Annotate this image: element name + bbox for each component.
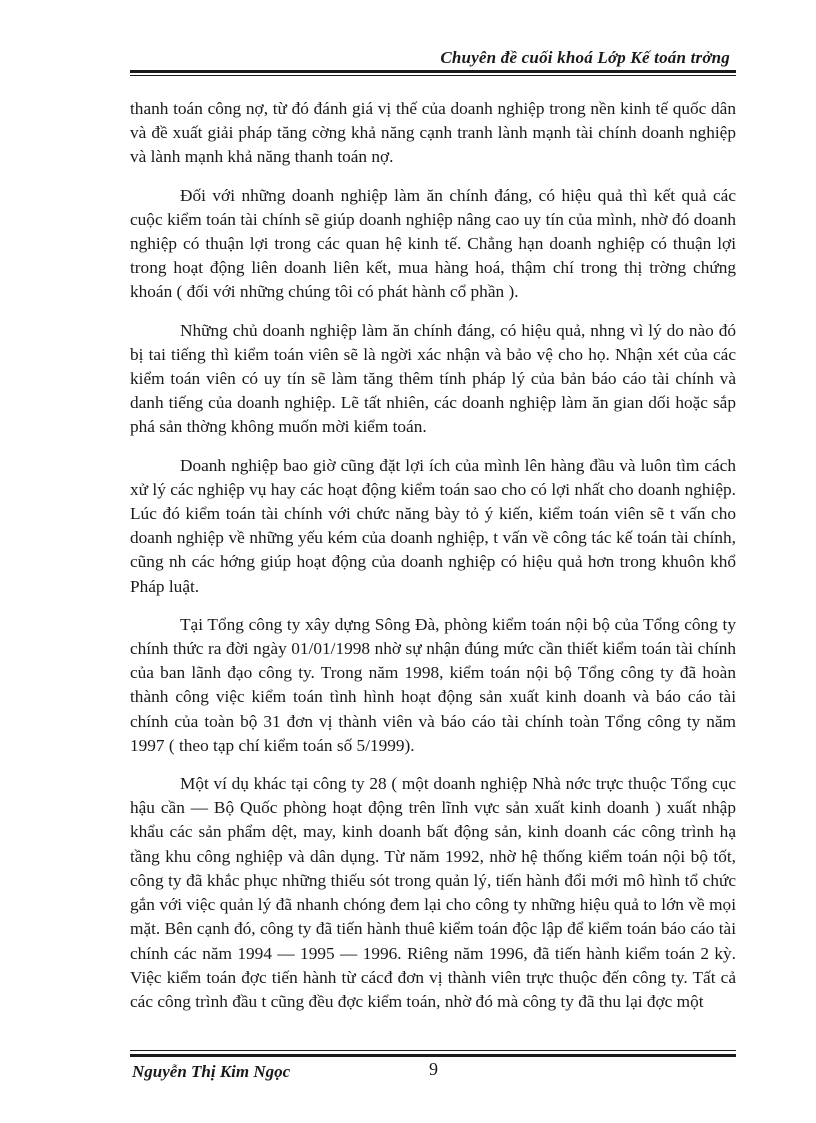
- header-rule-thin: [130, 75, 736, 76]
- page-body: [130, 97, 736, 1028]
- footer-rule-thin: [130, 1050, 736, 1051]
- footer-rule-thick: [130, 1054, 736, 1057]
- paragraph: Doanh nghiệp bao giờ cũng đặt lợi ích của mình lên hàng đầu và luôn tìm cách xử lý các nghiệp vụ hay các hoạt động kiểm toán sao cho có lợi nhất cho doanh nghiệp. Lúc đó kiểm toán tài chính với chức năng bày tỏ ý kiến, kiểm toán viên sẽ t vấn cho doanh nghiệp về những yếu kém của doanh nghiệp, t vấn về công tác kế toán tài chính, cũng nh các hớng giúp hoạt động của doanh nghiệp có hiệu quả hơn trong khuôn khổ Pháp luật.: [130, 455, 736, 596]
- page-footer: [130, 1050, 736, 1080]
- page-header: [130, 48, 736, 74]
- paragraph-continuation: thanh toán công nợ, từ đó đánh giá vị thế của doanh nghiệp trong nền kinh tế quốc dân và đề xuất giải pháp tăng cờng khả năng cạnh tranh lành mạnh tài chính doanh nghiệp và lành mạnh khả năng thanh toán nợ.: [130, 99, 736, 167]
- page-number: 9: [429, 1059, 438, 1079]
- header-title: Chuyên đề cuối khoá Lớp Kế toán trởng: [440, 48, 730, 67]
- paragraph: Đối với những doanh nghiệp làm ăn chính đáng, có hiệu quả thì kết quả các cuộc kiểm toán tài chính sẽ giúp doanh nghiệp nâng cao uy tín của mình, nhờ đó doanh nghiệp có thuận lợi trong các quan hệ kinh tế. Chẳng hạn doanh nghiệp có thuận lợi trong hoạt động liên doanh liên kết, mua hàng hoá, thậm chí trong thị trờng chứng khoán ( đối với những chúng tôi có phát hành cổ phần ).: [130, 185, 736, 302]
- paragraph: Một ví dụ khác tại công ty 28 ( một doanh nghiệp Nhà nớc trực thuộc Tổng cục hậu cần — Bộ Quốc phòng hoạt động trên lĩnh vực sản xuất kinh doanh ) xuất nhập khẩu các sản phẩm dệt, may, kinh doanh bất động sản, kinh doanh các công trình hạ tầng khu công nghiệp và dân dụng. Từ năm 1992, nhờ hệ thống kiểm toán nội bộ tốt, công ty đã khắc phục những thiếu sót trong quản lý, tiến hành đổi mới mô hình tổ chức gắn với việc quản lý đã nhanh chóng đem lại cho công ty những hiệu quả to lớn về mọi mặt. Bên cạnh đó, công ty đã tiến hành thuê kiểm toán độc lập để kiểm toán báo cáo tài chính các năm 1994 — 1995 — 1996. Riêng năm 1996, đã tiến hành kiểm toán 2 kỳ. Việc kiểm toán đợc tiến hành từ cácđ đơn vị thành viên trực thuộc đến công ty. Tất cả các công trình đầu t cũng đều đợc kiểm toán, nhờ đó mà công ty đã thu lại đợc một: [130, 774, 736, 1011]
- paragraph: Tại Tổng công ty xây dựng Sông Đà, phòng kiểm toán nội bộ của Tổng công ty chính thức ra đời ngày 01/01/1998 nhờ sự nhận đúng mức cần thiết kiểm toán tài chính của ban lãnh đạo công ty. Trong năm 1998, kiểm toán nội bộ Tổng công ty đã hoàn thành công việc kiểm toán tình hình hoạt động sản xuất kinh doanh và báo cáo tài chính của toàn bộ 31 đơn vị thành viên và báo cáo tài chính toàn Tổng công ty năm 1997 ( theo tạp chí kiểm toán số 5/1999).: [130, 614, 736, 755]
- header-rule-thick: [130, 70, 736, 73]
- footer-author: Nguyễn Thị Kim Ngọc: [132, 1062, 291, 1081]
- paragraph: Những chủ doanh nghiệp làm ăn chính đáng, có hiệu quả, nhng vì lý do nào đó bị tai tiếng thì kiểm toán viên sẽ là ngời xác nhận và bảo vệ cho họ. Nhận xét của các kiểm toán viên có uy tín sẽ làm tăng thêm tính pháp lý của bản báo cáo tài chính và danh tiếng của doanh nghiệp. Lẽ tất nhiên, các doanh nghiệp làm ăn gian dối hoặc sắp phá sản thờng không muốn mời kiểm toán.: [130, 320, 736, 437]
